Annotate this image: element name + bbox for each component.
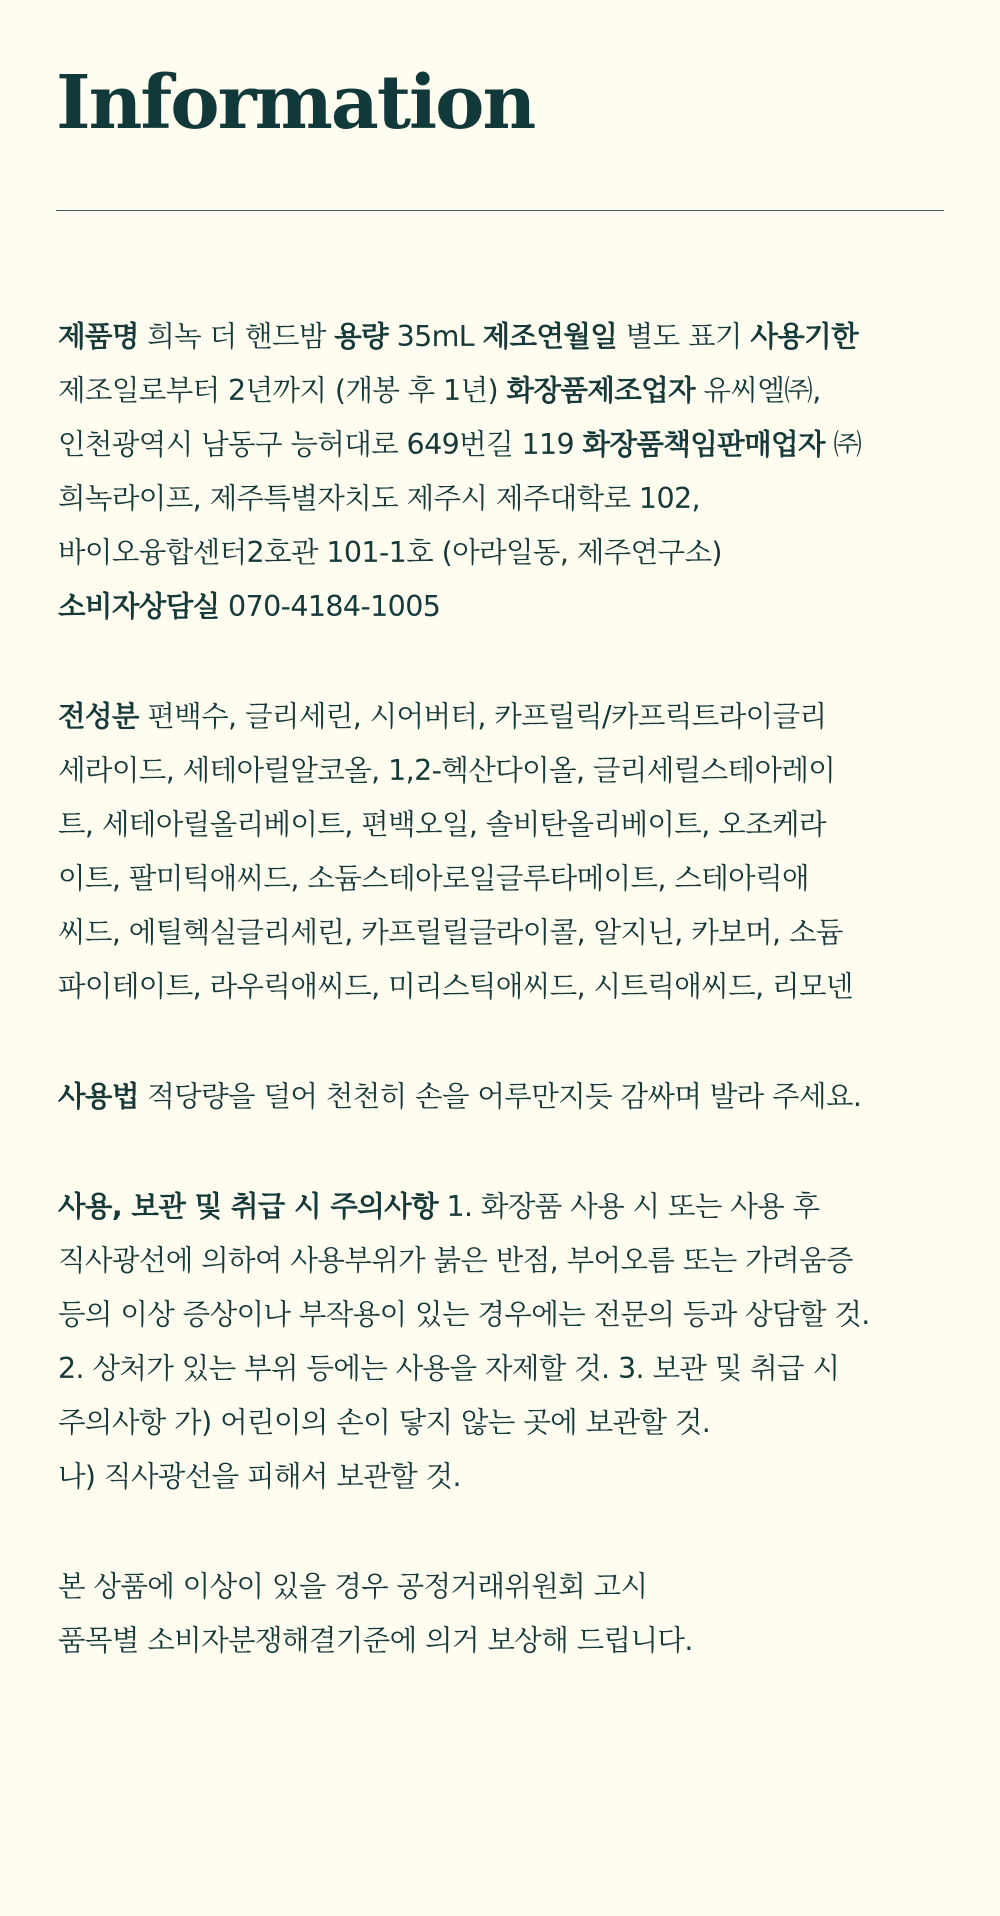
ingredients-line: 세라이드, 세테아릴알코올, 1,2-헥산다이올, 글리세릴스테아레이 xyxy=(58,754,836,787)
manufacturer-label: 화장품제조업자 xyxy=(506,374,696,407)
caution-line: 직사광선에 의하여 사용부위가 붉은 반점, 부어오름 또는 가려움증 xyxy=(58,1244,853,1277)
usage-section xyxy=(58,1070,938,1124)
ingredients-line: 트, 세테아릴올리베이트, 편백오일, 솔비탄올리베이트, 오조케라 xyxy=(58,808,826,841)
usage-line xyxy=(58,1070,938,1124)
caution-text: 1. 화장품 사용 시 또는 사용 후 xyxy=(438,1190,820,1223)
product-info-line-5: 바이오융합센터2호관 101-1호 (아라일동, 제주연구소) xyxy=(58,536,722,569)
caution-line: 2. 상처가 있는 부위 등에는 사용을 자제할 것. 3. 보관 및 취급 시 xyxy=(58,1352,840,1385)
manufacture-date-value: 별도 표기 xyxy=(617,320,751,353)
usage-text: 적당량을 덜어 천천히 손을 어루만지듯 감싸며 발라 주세요. xyxy=(138,1080,862,1113)
product-info-line-1 xyxy=(58,310,938,364)
expiry-value: 제조일로부터 2년까지 (개봉 후 1년) xyxy=(58,374,507,407)
ingredients-label: 전성분 xyxy=(58,700,139,733)
caution-line xyxy=(58,1180,938,1234)
product-info-section xyxy=(58,310,938,634)
expiry-label: 사용기한 xyxy=(750,320,859,353)
title-divider xyxy=(56,210,944,211)
caution-label: 사용, 보관 및 취급 시 주의사항 xyxy=(58,1190,439,1223)
manufacturer-address: 인천광역시 남동구 능허대로 649번길 119 xyxy=(58,428,583,461)
ingredients-text: 편백수, 글리세린, 시어버터, 카프릴릭/카프릭트라이글리 xyxy=(138,700,827,733)
distributor-label: 화장품책임판매업자 xyxy=(582,428,825,461)
manufacturer-value: 유씨엘㈜, xyxy=(695,374,821,407)
volume-label: 용량 xyxy=(334,320,389,353)
caution-line: 나) 직사광선을 피해서 보관할 것. xyxy=(58,1460,461,1493)
volume-value: 35mL xyxy=(388,320,483,353)
ingredients-line: 씨드, 에틸헥실글리세린, 카프릴릴글라이콜, 알지닌, 카보머, 소듐 xyxy=(58,916,843,949)
customer-center-phone: 070-4184-1005 xyxy=(219,590,441,623)
product-name-value: 희녹 더 핸드밤 xyxy=(138,320,335,353)
product-name-label: 제품명 xyxy=(58,320,139,353)
product-info-line-4: 희녹라이프, 제주특별자치도 제주시 제주대학로 102, xyxy=(58,482,700,515)
caution-line: 주의사항 가) 어린이의 손이 닿지 않는 곳에 보관할 것. xyxy=(58,1406,711,1439)
ingredients-line: 이트, 팔미틱애씨드, 소듐스테아로일글루타메이트, 스테아릭애 xyxy=(58,862,809,895)
notice-line: 본 상품에 이상이 있을 경우 공정거래위원회 고시 xyxy=(58,1570,648,1603)
product-info-line-6 xyxy=(58,580,938,634)
page-title: Information xyxy=(56,60,535,146)
ingredients-line: 파이테이트, 라우릭애씨드, 미리스틱애씨드, 시트릭애씨드, 리모넨 xyxy=(58,970,853,1003)
information-content xyxy=(58,310,938,1668)
customer-center-label: 소비자상담실 xyxy=(58,590,220,623)
caution-section xyxy=(58,1180,938,1504)
usage-label: 사용법 xyxy=(58,1080,139,1113)
distributor-value-start: ㈜ xyxy=(824,428,862,461)
ingredients-line xyxy=(58,690,938,744)
ingredients-section xyxy=(58,690,938,1014)
notice-section xyxy=(58,1560,938,1668)
product-info-line-2 xyxy=(58,364,938,418)
notice-line: 품목별 소비자분쟁해결기준에 의거 보상해 드립니다. xyxy=(58,1624,693,1657)
caution-line: 등의 이상 증상이나 부작용이 있는 경우에는 전문의 등과 상담할 것. xyxy=(58,1298,870,1331)
manufacture-date-label: 제조연월일 xyxy=(482,320,618,353)
product-info-line-3 xyxy=(58,418,938,472)
